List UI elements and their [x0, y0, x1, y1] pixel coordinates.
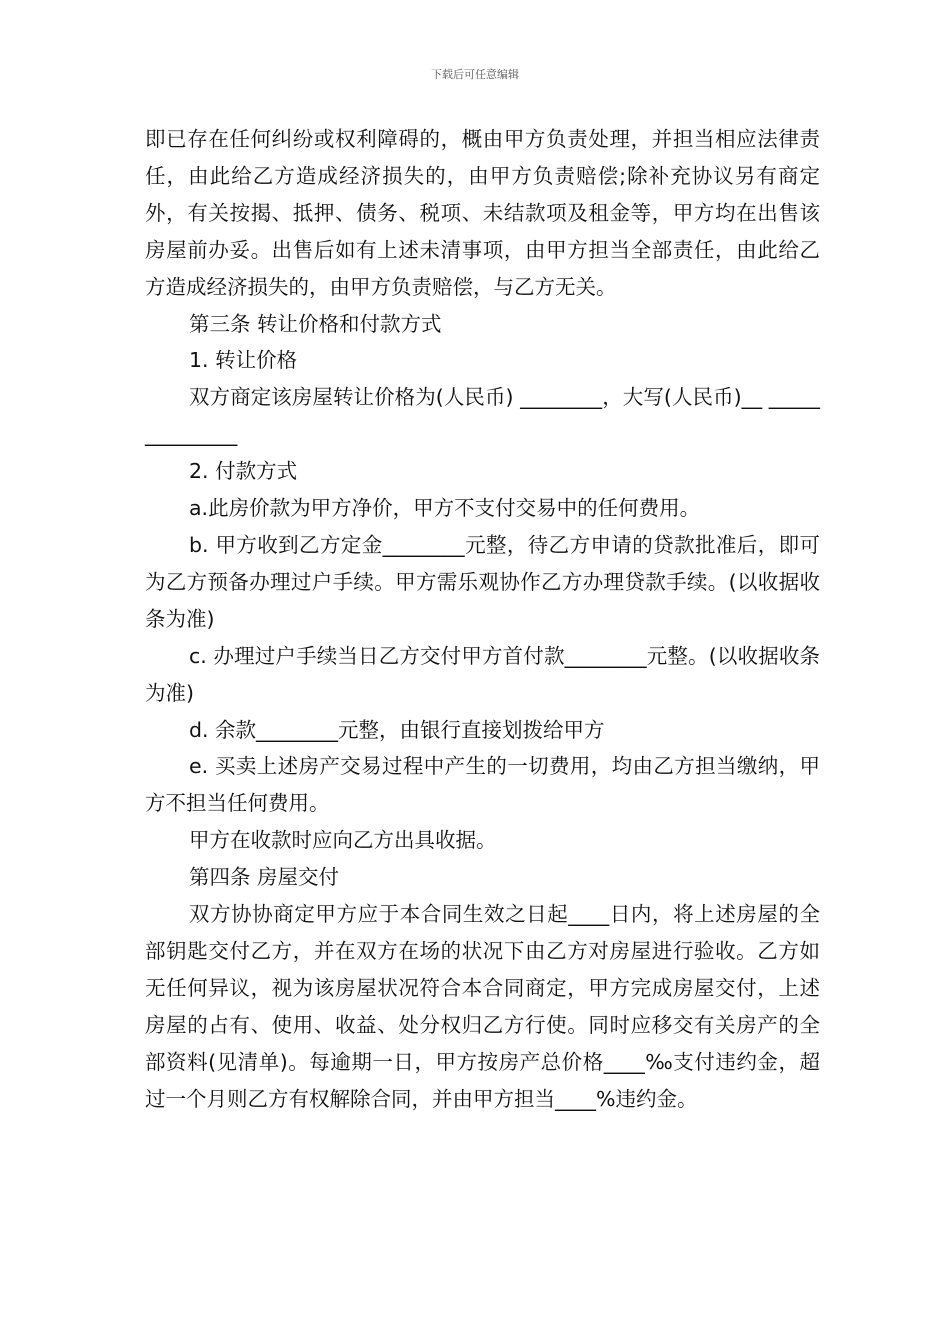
payment-item-b: b. 甲方收到乙方定金________元整，待乙方申请的贷款批准后，即可为乙方预备办理过户手续。甲方需乐观协作乙方办理贷款手续。(以收据收条为准)	[145, 532, 820, 631]
paragraph-house-delivery: 双方协协商定甲方应于本合同生效之日起____日内，将上述房屋的全部钥匙交付乙方，并在双方在场的状况下由乙方对房屋进行验收。乙方如无任何异议，视为该房屋状况符合本合同商定，甲方完成房屋交付，上述房屋的占有、使用、收益、处分权归乙方行使。同时应移交有关房产的全部资料(见清单)。每逾期一日，甲方按房产总价格____‰支付违约金，超过一个月则乙方有权解除合同，并由甲方担当____%违约金。	[145, 902, 820, 1111]
paragraph-receipt: 甲方在收款时应向乙方出具收据。	[189, 828, 497, 853]
document-body	[145, 121, 820, 1117]
payment-item-d: d. 余款________元整，由银行直接划拨给甲方	[189, 717, 605, 742]
article-3-heading: 第三条 转让价格和付款方式	[189, 311, 442, 336]
paragraph-price-amount: 双方商定该房屋转让价格为(人民币) ________，大写(人民币)__ ______________	[145, 385, 820, 447]
payment-item-c: c. 办理过户手续当日乙方交付甲方首付款________元整。(以收据收条为准)	[145, 643, 820, 705]
article-4-heading: 第四条 房屋交付	[189, 865, 340, 890]
section-payment-method: 2. 付款方式	[189, 459, 298, 484]
page-header: 下载后可任意编辑	[431, 68, 519, 81]
paragraph-liability: 即已存在任何纠纷或权利障碍的，概由甲方负责处理，并担当相应法律责任，由此给乙方造成经济损失的，由甲方负责赔偿;除补充协议另有商定外，有关按揭、抵押、债务、税项、未结款项及租金等，甲方均在出售该房屋前办妥。出售后如有上述未清事项，由甲方担当全部责任，由此给乙方造成经济损失的，由甲方负责赔偿，与乙方无关。	[145, 127, 820, 299]
payment-item-e: e. 买卖上述房产交易过程中产生的一切费用，均由乙方担当缴纳，甲方不担当任何费用。	[145, 754, 820, 816]
payment-item-a: a.此房价款为甲方净价，甲方不支付交易中的任何费用。	[189, 496, 701, 521]
section-transfer-price: 1. 转让价格	[189, 348, 298, 373]
